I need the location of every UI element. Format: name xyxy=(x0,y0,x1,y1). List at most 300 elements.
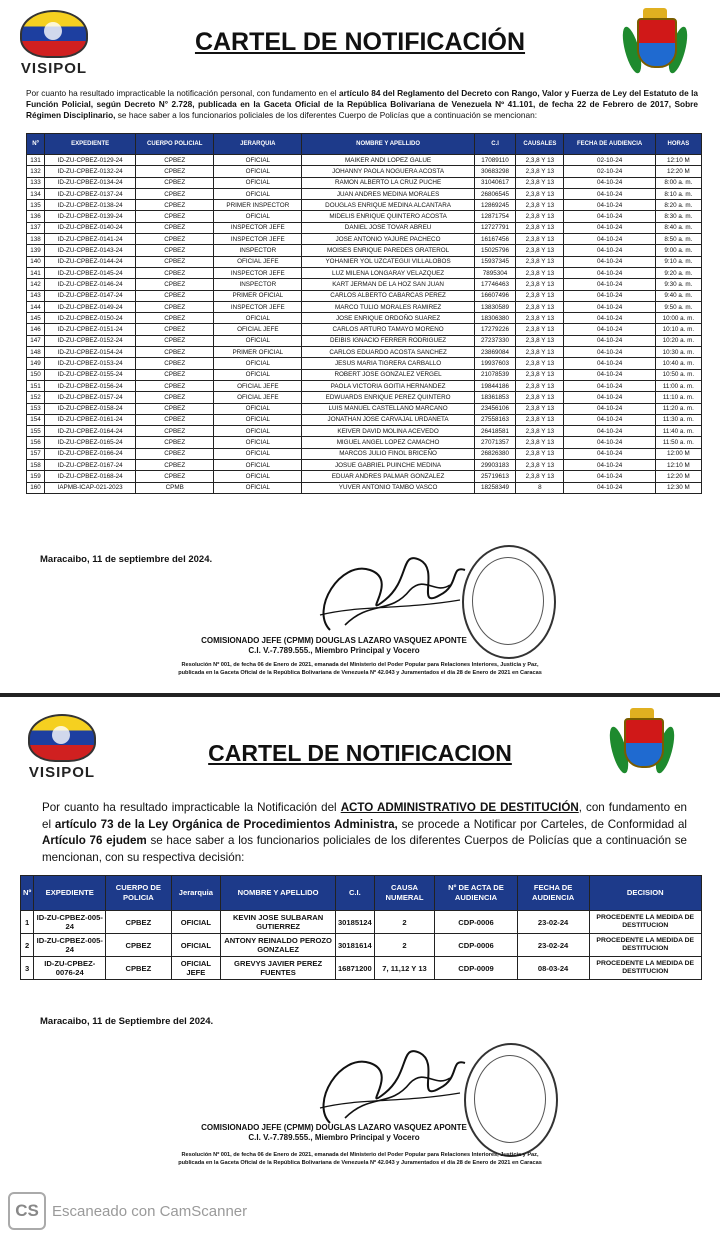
table-cell: 16607496 xyxy=(474,290,516,301)
table-cell: 2,3,8 Y 13 xyxy=(516,335,564,346)
table-cell: 142 xyxy=(27,279,45,290)
table-cell: 9:50 a. m. xyxy=(655,301,701,312)
table-cell: 23869084 xyxy=(474,347,516,358)
signer-block xyxy=(0,636,694,656)
table-cell: 2,3,8 Y 13 xyxy=(516,245,564,256)
table-row xyxy=(27,279,702,290)
table-body xyxy=(21,911,702,980)
table-cell: OFICIAL xyxy=(214,211,302,222)
table-cell: 151 xyxy=(27,380,45,391)
intro-article: Artículo 76 ejudem xyxy=(42,834,147,847)
table-cell: 2,3,8 Y 13 xyxy=(516,279,564,290)
table-row xyxy=(27,166,702,177)
table-cell: PRIMER OFICIAL xyxy=(214,290,302,301)
table-cell: 11:40 a. m. xyxy=(655,426,701,437)
table-cell: CPBEZ xyxy=(136,460,214,471)
table-row xyxy=(27,335,702,346)
table-cell: PROCEDENTE LA MEDIDA DE DESTITUCION xyxy=(589,911,701,934)
table-cell: 25719613 xyxy=(474,471,516,482)
table-cell: 145 xyxy=(27,313,45,324)
table-cell: 23-02-24 xyxy=(517,911,589,934)
table-cell: 153 xyxy=(27,403,45,414)
signer-id: C.I. V.-7.789.555., Miembro Principal y Vocero xyxy=(248,1133,420,1142)
table-cell: PROCEDENTE LA MEDIDA DE DESTITUCION xyxy=(589,957,701,980)
table-cell: ID-ZU-CPBEZ-005-24 xyxy=(34,934,106,957)
table-cell: 04-10-24 xyxy=(564,471,655,482)
table-cell: ID-ZU-CPBEZ-0165-24 xyxy=(45,437,136,448)
table-cell: 7, 11,12 Y 13 xyxy=(374,957,435,980)
table-cell: CPBEZ xyxy=(136,347,214,358)
table-cell: ID-ZU-CPBEZ-0158-24 xyxy=(45,403,136,414)
table-cell: 143 xyxy=(27,290,45,301)
table-cell: 23-02-24 xyxy=(517,934,589,957)
table-cell: 12727791 xyxy=(474,222,516,233)
camscanner-text: Escaneado con CamScanner xyxy=(52,1203,248,1220)
table-cell: 141 xyxy=(27,267,45,278)
table-cell: CPBEZ xyxy=(136,392,214,403)
table-cell: OFICIAL xyxy=(214,426,302,437)
table-cell: INSPECTOR JEFE xyxy=(214,267,302,278)
table-cell: 04-10-24 xyxy=(564,301,655,312)
table-cell: ID-ZU-CPBEZ-0166-24 xyxy=(45,448,136,459)
table-cell: 04-10-24 xyxy=(564,403,655,414)
table-cell: 04-10-24 xyxy=(564,211,655,222)
table-cell: ID-ZU-CPBEZ-0143-24 xyxy=(45,245,136,256)
table-cell: ROBERT JOSE GONZALEZ VERGEL xyxy=(302,369,474,380)
table-cell: 2,3,8 Y 13 xyxy=(516,200,564,211)
resolution-line-1: Resolución Nº 001, de fecha 06 de Enero de 2021, emanada del Ministerio del Poder Popular para Relaciones Interiores, Justicia y Paz, xyxy=(181,1152,539,1158)
table-cell: KEIVER DAVID MOLINA ACEVEDO xyxy=(302,426,474,437)
intro-text-2: , con fundamento en el xyxy=(42,801,687,831)
table-cell: ID-ZU-CPBEZ-0152-24 xyxy=(45,335,136,346)
table-cell: JUAN ANDRES MEDINA MORALES xyxy=(302,188,474,199)
table-cell: OFICIAL JEFE xyxy=(214,392,302,403)
notification-sheet-2 xyxy=(0,700,720,1180)
column-header: Nº xyxy=(21,876,34,911)
table-cell: 10:00 a. m. xyxy=(655,313,701,324)
table-row xyxy=(27,290,702,301)
table-cell: CPBEZ xyxy=(136,177,214,188)
table-cell: OFICIAL xyxy=(214,335,302,346)
table-cell: CPBEZ xyxy=(136,301,214,312)
table-cell: 21078539 xyxy=(474,369,516,380)
table-cell: CPBEZ xyxy=(136,335,214,346)
table-row xyxy=(27,403,702,414)
table-cell: 149 xyxy=(27,358,45,369)
intro-text-end: se hace saber a los funcionarios policiales de los diferentes Cuerpos de Policías que a continuación se mencionan, con su respectiva decisión: xyxy=(42,834,687,864)
column-header: Jerarquia xyxy=(171,876,221,911)
table-row xyxy=(27,177,702,188)
table-row xyxy=(21,957,702,980)
table-cell: CPBEZ xyxy=(136,380,214,391)
table-cell: CPBEZ xyxy=(136,267,214,278)
table-cell: 2,3,8 Y 13 xyxy=(516,403,564,414)
table-cell: CPBEZ xyxy=(136,155,214,166)
table-cell: INSPECTOR JEFE xyxy=(214,234,302,245)
table-cell: MIGUEL ANGEL LOPEZ CAMACHO xyxy=(302,437,474,448)
table-cell: OFICIAL xyxy=(214,482,302,493)
table-cell: 12:30 M xyxy=(655,482,701,493)
table-cell: 04-10-24 xyxy=(564,267,655,278)
table-cell: 19844186 xyxy=(474,380,516,391)
resolution-line-1: Resolución Nº 001, de fecha 06 de Enero de 2021, emanada del Ministerio del Poder Popular para Relaciones Interiores, Justicia y Paz, xyxy=(181,662,539,668)
table-cell: RAMON ALBERTO LA CRUZ PUCHE xyxy=(302,177,474,188)
table-cell: 8:00 a. m. xyxy=(655,177,701,188)
table-cell: DOUGLAS ENRIQUE MEDINA ALCANTARA xyxy=(302,200,474,211)
table-row xyxy=(27,267,702,278)
table-cell: 10:10 a. m. xyxy=(655,324,701,335)
table-cell: 30181614 xyxy=(335,934,374,957)
table-cell: CPBEZ xyxy=(136,448,214,459)
table-row xyxy=(27,234,702,245)
table-cell: JOSE ANTONIO YAJURE PACHECO xyxy=(302,234,474,245)
table-cell: 12869245 xyxy=(474,200,516,211)
resolution-note xyxy=(0,1151,720,1167)
table-cell: 2,3,8 Y 13 xyxy=(516,290,564,301)
table-cell: 2,3,8 Y 13 xyxy=(516,313,564,324)
table-row xyxy=(27,392,702,403)
table-cell: OFICIAL JEFE xyxy=(214,256,302,267)
table-cell: OFICIAL xyxy=(214,369,302,380)
table-cell: CPBEZ xyxy=(136,290,214,301)
table-cell: OFICIAL xyxy=(214,403,302,414)
table-cell: OFICIAL xyxy=(171,934,221,957)
table-cell: 137 xyxy=(27,222,45,233)
table-cell: 2,3,8 Y 13 xyxy=(516,426,564,437)
page-divider xyxy=(0,693,720,697)
page-title: CARTEL DE NOTIFICACION xyxy=(208,740,512,766)
table-cell: 26418581 xyxy=(474,426,516,437)
table-cell: INSPECTOR xyxy=(214,279,302,290)
table-cell: ID-ZU-CPBEZ-0146-24 xyxy=(45,279,136,290)
table-cell: 23456106 xyxy=(474,403,516,414)
table-cell: ID-ZU-CPBEZ-0155-24 xyxy=(45,369,136,380)
visipol-brand-text: VISIPOL xyxy=(20,60,88,77)
intro-text-3: se procede a Notificar por Carteles, de Conformidad al xyxy=(397,817,688,831)
table-cell: OFICIAL xyxy=(214,166,302,177)
dismissal-table xyxy=(20,875,702,980)
table-cell: 2 xyxy=(21,934,34,957)
table-cell: 147 xyxy=(27,335,45,346)
table-cell: 138 xyxy=(27,234,45,245)
table-cell: PROCEDENTE LA MEDIDA DE DESTITUCION xyxy=(589,934,701,957)
table-cell: 2,3,8 Y 13 xyxy=(516,414,564,425)
column-header: C.I xyxy=(474,134,516,155)
signing-date: Maracaibo, 11 de septiembre del 2024. xyxy=(40,554,213,565)
table-cell: 2,3,8 Y 13 xyxy=(516,448,564,459)
table-cell: GREVYS JAVIER PEREZ FUENTES xyxy=(221,957,336,980)
table-cell: 04-10-24 xyxy=(564,347,655,358)
table-cell: CPBEZ xyxy=(136,211,214,222)
table-cell: CPBEZ xyxy=(136,403,214,414)
table-cell: CPBEZ xyxy=(136,256,214,267)
table-cell: OFICIAL JEFE xyxy=(214,380,302,391)
table-cell: 8:30 a. m. xyxy=(655,211,701,222)
table-cell: 02-10-24 xyxy=(564,155,655,166)
table-cell: CPBEZ xyxy=(136,245,214,256)
table-cell: CPBEZ xyxy=(136,313,214,324)
table-row xyxy=(27,245,702,256)
table-cell: 18258349 xyxy=(474,482,516,493)
table-cell: CDP-0009 xyxy=(435,957,517,980)
table-row xyxy=(27,347,702,358)
page-title: CARTEL DE NOTIFICACIÓN xyxy=(194,28,526,56)
table-cell: 26826380 xyxy=(474,448,516,459)
resolution-line-2: publicada en la Gaceta Oficial de la República Bolivariana de Venezuela Nº 42.043 y Juramentados el día 28 de Enero de 2021 en Caracas xyxy=(178,670,542,676)
table-cell: 8:20 a. m. xyxy=(655,200,701,211)
signature-icon xyxy=(300,1033,480,1133)
table-cell: 8 xyxy=(516,482,564,493)
table-cell: EDUAR ANDRES PALMAR GONZALEZ xyxy=(302,471,474,482)
camscanner-logo-icon: CS xyxy=(8,1192,46,1230)
table-cell: DEIBIS IGNACIO FERRER RODRIGUEZ xyxy=(302,335,474,346)
table-cell: 134 xyxy=(27,188,45,199)
column-header: HORAS xyxy=(655,134,701,155)
table-cell: PRIMER INSPECTOR xyxy=(214,200,302,211)
table-cell: 04-10-24 xyxy=(564,256,655,267)
table-cell: ID-ZU-CPBEZ-0156-24 xyxy=(45,380,136,391)
table-cell: JOSE ENRIQUE ORDOÑO SUAREZ xyxy=(302,313,474,324)
table-cell: ID-ZU-CPBEZ-0129-24 xyxy=(45,155,136,166)
table-header-row xyxy=(27,134,702,155)
table-row xyxy=(27,448,702,459)
table-cell: 135 xyxy=(27,200,45,211)
table-row xyxy=(21,911,702,934)
table-cell: 11:00 a. m. xyxy=(655,380,701,391)
table-cell: 11:50 a. m. xyxy=(655,437,701,448)
table-cell: 12:00 M xyxy=(655,448,701,459)
table-cell: ID-ZU-CPBEZ-0076-24 xyxy=(34,957,106,980)
table-cell: MIDELIS ENRIQUE QUINTERO ACOSTA xyxy=(302,211,474,222)
table-cell: 2,3,8 Y 13 xyxy=(516,267,564,278)
table-cell: 2,3,8 Y 13 xyxy=(516,324,564,335)
table-cell: 2,3,8 Y 13 xyxy=(516,358,564,369)
intro-text: Por cuanto ha resultado impracticable la Notificación del xyxy=(42,801,341,814)
table-cell: ID-ZU-CPBEZ-0134-24 xyxy=(45,177,136,188)
table-cell: 12:20 M xyxy=(655,471,701,482)
table-row xyxy=(27,222,702,233)
table-cell: INSPECTOR JEFE xyxy=(214,301,302,312)
table-cell: CARLOS EDUARDO ACOSTA SANCHEZ xyxy=(302,347,474,358)
table-cell: KART JERMAN DE LA HOZ SAN JUAN xyxy=(302,279,474,290)
table-cell: CPBEZ xyxy=(106,934,171,957)
table-cell: 16167456 xyxy=(474,234,516,245)
table-body xyxy=(27,155,702,494)
table-cell: CPBEZ xyxy=(136,222,214,233)
table-cell: CPBEZ xyxy=(136,324,214,335)
table-cell: 148 xyxy=(27,347,45,358)
table-row xyxy=(21,934,702,957)
table-cell: EDWUARDS ENRIQUE PEREZ QUINTERO xyxy=(302,392,474,403)
table-cell: LUZ MILENA LONGARAY VELAZQUEZ xyxy=(302,267,474,278)
table-cell: CPBEZ xyxy=(136,358,214,369)
table-cell: CPBEZ xyxy=(136,437,214,448)
table-cell: 2,3,8 Y 13 xyxy=(516,211,564,222)
table-cell: ID-ZU-CPBEZ-0140-24 xyxy=(45,222,136,233)
table-cell: OFICIAL xyxy=(214,414,302,425)
table-cell: 9:40 a. m. xyxy=(655,290,701,301)
table-cell: 2 xyxy=(374,911,435,934)
table-row xyxy=(27,256,702,267)
table-cell: 132 xyxy=(27,166,45,177)
table-cell: CPBEZ xyxy=(136,234,214,245)
table-cell: ID-ZU-CPBEZ-0139-24 xyxy=(45,211,136,222)
table-cell: OFICIAL xyxy=(214,188,302,199)
table-cell: 12:20 M xyxy=(655,166,701,177)
table-cell: CPBEZ xyxy=(136,279,214,290)
table-cell: 152 xyxy=(27,392,45,403)
table-cell: 27558163 xyxy=(474,414,516,425)
table-cell: OFICIAL xyxy=(214,437,302,448)
table-cell: 04-10-24 xyxy=(564,222,655,233)
table-cell: OFICIAL xyxy=(214,358,302,369)
table-cell: CARLOS ARTURO TAMAYO MORENO xyxy=(302,324,474,335)
table-cell: ID-ZU-CPBEZ-0150-24 xyxy=(45,313,136,324)
table-cell: 19937603 xyxy=(474,358,516,369)
column-header: Nº DE ACTA DE AUDIENCIA xyxy=(435,876,517,911)
table-cell: YOHANIER YOL UZCATEGUI VILLALOBOS xyxy=(302,256,474,267)
table-cell: 17089110 xyxy=(474,155,516,166)
table-cell: 131 xyxy=(27,155,45,166)
table-cell: 2,3,8 Y 13 xyxy=(516,166,564,177)
resolution-line-2: publicada en la Gaceta Oficial de la República Bolivariana de Venezuela Nº 42.043 y Juramentados el día 28 de Enero de 2021 en Caracas xyxy=(178,1160,542,1166)
table-cell: 8:40 a. m. xyxy=(655,222,701,233)
table-row xyxy=(27,211,702,222)
table-cell: CPBEZ xyxy=(136,471,214,482)
column-header: CUERPO DE POLICIA xyxy=(106,876,171,911)
table-cell: 04-10-24 xyxy=(564,279,655,290)
table-cell: DANIEL JOSE TOVAR ABREU xyxy=(302,222,474,233)
table-cell: 04-10-24 xyxy=(564,448,655,459)
table-cell: 2,3,8 Y 13 xyxy=(516,256,564,267)
table-cell: CDP-0006 xyxy=(435,911,517,934)
table-cell: 2,3,8 Y 13 xyxy=(516,460,564,471)
column-header: DECISION xyxy=(589,876,701,911)
table-cell: 2,3,8 Y 13 xyxy=(516,188,564,199)
table-cell: 8:50 a. m. xyxy=(655,234,701,245)
table-row xyxy=(27,155,702,166)
table-cell: OFICIAL JEFE xyxy=(171,957,221,980)
table-cell: 27237330 xyxy=(474,335,516,346)
table-cell: 12:10 M xyxy=(655,155,701,166)
table-cell: INSPECTOR xyxy=(214,245,302,256)
table-cell: ID-ZU-CPBEZ-0132-24 xyxy=(45,166,136,177)
table-cell: ID-ZU-CPBEZ-0145-24 xyxy=(45,267,136,278)
table-cell: 04-10-24 xyxy=(564,324,655,335)
table-cell: 11:30 a. m. xyxy=(655,414,701,425)
column-header: C.I. xyxy=(335,876,374,911)
table-cell: 04-10-24 xyxy=(564,482,655,493)
table-cell: 27071357 xyxy=(474,437,516,448)
table-cell: CPBEZ xyxy=(106,911,171,934)
column-header: CAUSA NUMERAL xyxy=(374,876,435,911)
table-row xyxy=(27,369,702,380)
table-cell: CPBEZ xyxy=(136,200,214,211)
table-cell: 2,3,8 Y 13 xyxy=(516,301,564,312)
table-cell: ID-ZU-CPBEZ-0164-24 xyxy=(45,426,136,437)
table-cell: 18361853 xyxy=(474,392,516,403)
table-cell: 2,3,8 Y 13 xyxy=(516,234,564,245)
table-cell: 11:10 a. m. xyxy=(655,392,701,403)
table-cell: ID-ZU-CPBEZ-0151-24 xyxy=(45,324,136,335)
table-cell: 17279226 xyxy=(474,324,516,335)
table-cell: 08-03-24 xyxy=(517,957,589,980)
table-cell: 158 xyxy=(27,460,45,471)
table-cell: ID-ZU-CPBEZ-0157-24 xyxy=(45,392,136,403)
table-cell: MAIKER ANDI LOPEZ GALUE xyxy=(302,155,474,166)
table-cell: OFICIAL xyxy=(214,448,302,459)
table-cell: 2 xyxy=(374,934,435,957)
table-cell: 9:30 a. m. xyxy=(655,279,701,290)
column-header: CUERPO POLICIAL xyxy=(136,134,214,155)
signature-icon xyxy=(300,540,480,640)
table-cell: 9:20 a. m. xyxy=(655,267,701,278)
resolution-note xyxy=(0,661,720,677)
table-cell: 04-10-24 xyxy=(564,437,655,448)
table-cell: 2,3,8 Y 13 xyxy=(516,177,564,188)
column-header: FECHA DE AUDIENCIA xyxy=(564,134,655,155)
table-cell: OFICIAL xyxy=(214,313,302,324)
table-cell: ID-ZU-CPBEZ-0167-24 xyxy=(45,460,136,471)
table-cell: CDP-0006 xyxy=(435,934,517,957)
table-cell: 04-10-24 xyxy=(564,177,655,188)
signer-id: C.I. V.-7.789.555., Miembro Principal y Vocero xyxy=(248,646,420,655)
table-cell: 30683298 xyxy=(474,166,516,177)
table-row xyxy=(27,437,702,448)
table-row xyxy=(27,460,702,471)
table-cell: 3 xyxy=(21,957,34,980)
column-header: CAUSALES xyxy=(516,134,564,155)
table-cell: 02-10-24 xyxy=(564,166,655,177)
table-row xyxy=(27,380,702,391)
table-cell: 159 xyxy=(27,471,45,482)
table-cell: INSPECTOR JEFE xyxy=(214,222,302,233)
table-cell: 04-10-24 xyxy=(564,245,655,256)
table-cell: 16871200 xyxy=(335,957,374,980)
table-cell: 9:10 a. m. xyxy=(655,256,701,267)
table-cell: ID-ZU-CPBEZ-0168-24 xyxy=(45,471,136,482)
table-cell: CPBEZ xyxy=(136,426,214,437)
table-row xyxy=(27,313,702,324)
column-header: FECHA DE AUDIENCIA xyxy=(517,876,589,911)
table-row xyxy=(27,414,702,425)
column-header: EXPEDIENTE xyxy=(34,876,106,911)
table-row xyxy=(27,426,702,437)
table-cell: OFICIAL xyxy=(214,155,302,166)
table-cell: 29903183 xyxy=(474,460,516,471)
table-cell: OFICIAL xyxy=(214,460,302,471)
intro-act-name: ACTO ADMINISTRATIVO DE DESTITUCIÓN xyxy=(340,801,579,814)
table-cell: PRIMER OFICIAL xyxy=(214,347,302,358)
column-header: NOMBRE Y APELLIDO xyxy=(221,876,336,911)
visipol-brand-text: VISIPOL xyxy=(28,764,96,781)
table-row xyxy=(27,301,702,312)
signer-block xyxy=(0,1123,694,1143)
table-cell: OFICIAL xyxy=(171,911,221,934)
table-cell: 12871754 xyxy=(474,211,516,222)
intro-text-end: se hace saber a los funcionarios policiales de los diferentes Cuerpo de Policías que a continuación se mencionan: xyxy=(115,110,538,120)
table-cell: OFICIAL xyxy=(214,177,302,188)
table-cell: 2,3,8 Y 13 xyxy=(516,471,564,482)
table-cell: 04-10-24 xyxy=(564,380,655,391)
table-cell: 2,3,8 Y 13 xyxy=(516,155,564,166)
table-cell: CPBEZ xyxy=(106,957,171,980)
column-header: Nº xyxy=(27,134,45,155)
table-cell: MARCOS JULIO FINOL BRICEÑO xyxy=(302,448,474,459)
table-cell: 04-10-24 xyxy=(564,426,655,437)
table-cell: 04-10-24 xyxy=(564,200,655,211)
table-cell: 12:10 M xyxy=(655,460,701,471)
